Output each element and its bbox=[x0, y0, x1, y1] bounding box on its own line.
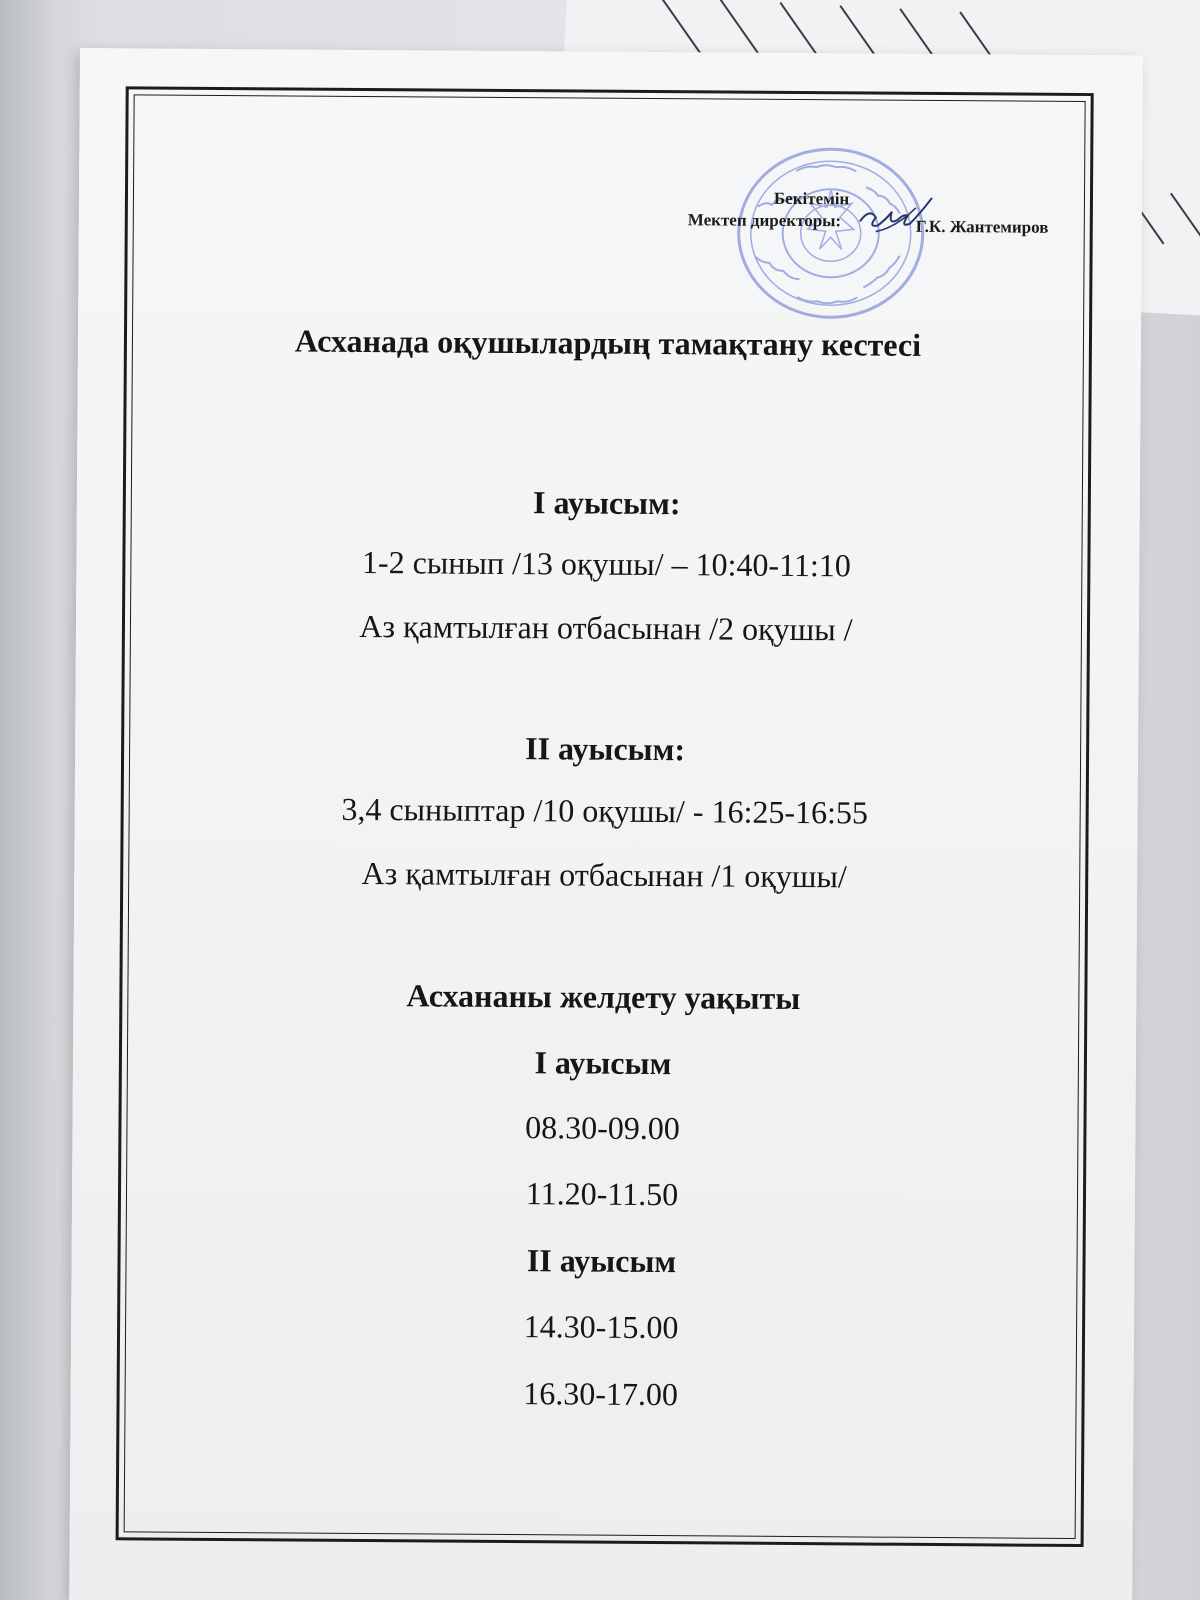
page-border bbox=[116, 86, 1094, 1547]
shift2-line-1: 3,4 сыныптар /10 оқушы/ - 16:25-16:55 bbox=[341, 790, 869, 831]
approval-role: Мектеп директоры: bbox=[687, 210, 842, 231]
ventilation-time: 11.20-11.50 bbox=[525, 1175, 679, 1213]
shift1-line-2: Аз қамтылған отбасынан /2 оқушы / bbox=[359, 607, 853, 648]
ventilation-heading: Асхананы желдету уақыты bbox=[406, 977, 801, 1017]
document-title: Асханада оқушылардың тамақтану кестесі bbox=[294, 322, 922, 363]
ventilation-time: 16.30-17.00 bbox=[523, 1375, 679, 1413]
shift1-line-1: 1-2 сынып /13 оқушы/ – 10:40-11:10 bbox=[361, 543, 851, 584]
approval-title: Бекітемін bbox=[773, 188, 850, 209]
ventilation-time: 14.30-15.00 bbox=[523, 1308, 679, 1346]
ventilation-shift2-label: ІІ ауысым bbox=[526, 1242, 677, 1280]
shift1-heading: І ауысым: bbox=[532, 484, 681, 522]
ventilation-shift1-label: І ауысым bbox=[534, 1044, 672, 1082]
document-sheet bbox=[69, 48, 1143, 1600]
director-name: Г.К. Жантемиров bbox=[915, 216, 1049, 237]
shift2-heading: ІІ ауысым: bbox=[525, 730, 686, 768]
ventilation-time: 08.30-09.00 bbox=[525, 1109, 680, 1147]
desk-surface-left bbox=[0, 0, 60, 1600]
shift2-line-2: Аз қамтылған отбасынан /1 оқушы/ bbox=[361, 854, 848, 895]
